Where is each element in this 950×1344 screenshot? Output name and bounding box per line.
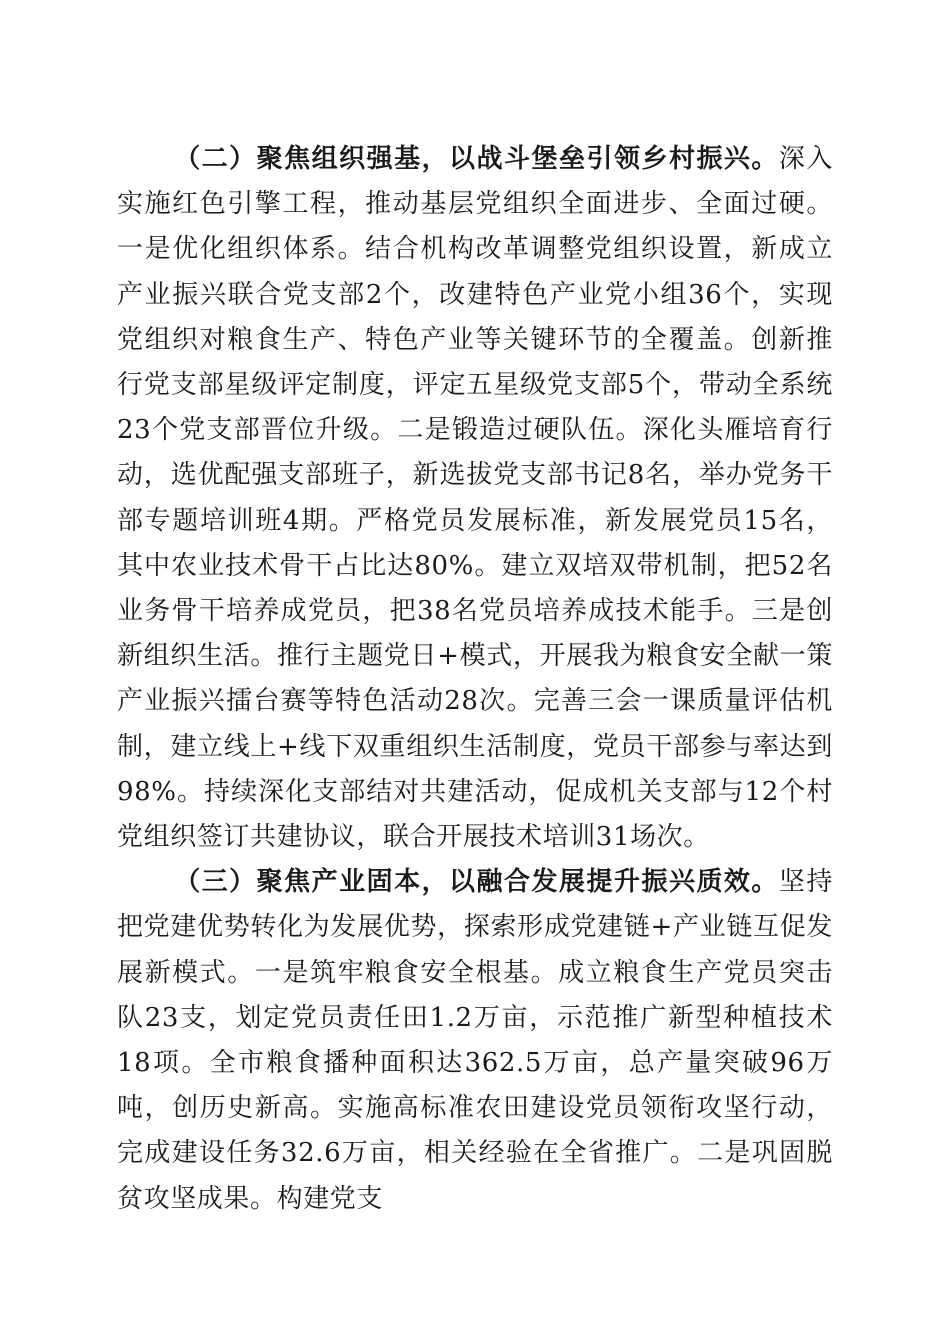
paragraph-heading: （二）聚焦组织强基，以战斗堡垒引领乡村振兴。 (174, 144, 779, 174)
document-body (117, 137, 833, 1222)
paragraph-organization (117, 137, 833, 860)
paragraph-industry (117, 860, 833, 1222)
paragraph-text: 深入实施红色引擎工程，推动基层党组织全面进步、全面过硬。一是优化组织体系。结合机构改革调整党组织设置，新成立产业振兴联合党支部2个，改建特色产业党小组36个，实现党组织对粮食生产、特色产业等关键环节的全覆盖。创新推行党支部星级评定制度，评定五星级党支部5个，带动全系统23个党支部晋位升级。二是锻造过硬队伍。深化头雁培育行动，选优配强支部班子，新选拔党支部书记8名，举办党务干部专题培训班4期。严格党员发展标准，新发展党员15名，其中农业技术骨干占比达80%。建立双培双带机制，把52名业务骨干培养成党员，把38名党员培养成技术能手。三是创新组织生活。推行主题党日+模式，开展我为粮食安全献一策产业振兴擂台赛等特色活动28次。完善三会一课质量评估机制，建立线上+线下双重组织生活制度，党员干部参与率达到98%。持续深化支部结对共建活动，促成机关支部与12个村党组织签订共建协议，联合开展技术培训31场次。 (117, 144, 834, 853)
paragraph-text: 坚持把党建优势转化为发展优势，探索形成党建链+产业链互促发展新模式。一是筑牢粮食安全根基。成立粮食生产党员突击队23支，划定党员责任田1.2万亩，示范推广新型种植技术18项。全市粮食播种面积达362.5万亩，总产量突破96万吨，创历史新高。实施高标准农田建设党员领衔攻坚行动，完成建设任务32.6万亩，相关经验在全省推广。二是巩固脱贫攻坚成果。构建党支 (117, 867, 834, 1214)
paragraph-heading: （三）聚焦产业固本，以融合发展提升振兴质效。 (174, 867, 779, 898)
